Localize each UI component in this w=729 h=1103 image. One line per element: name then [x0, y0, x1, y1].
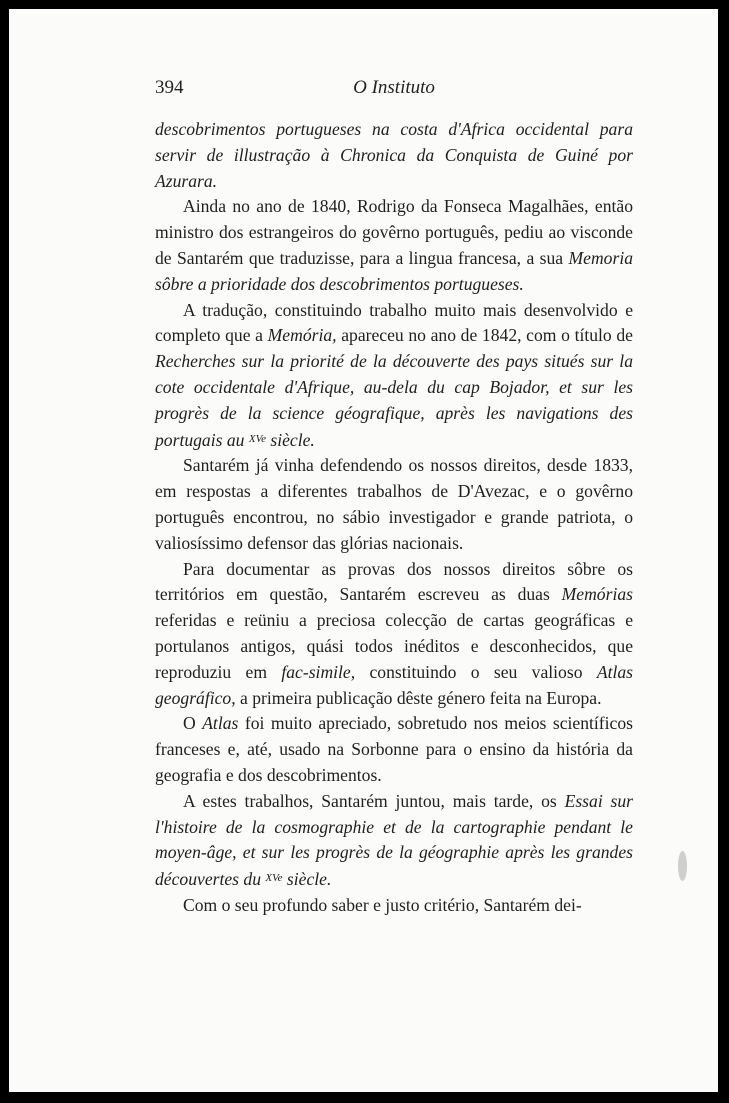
italic-text: Memória,: [267, 325, 337, 346]
page-header: [155, 77, 633, 105]
paragraph: [155, 298, 633, 454]
text-run: O: [183, 713, 203, 734]
italic-text: Atlas: [202, 713, 239, 734]
text-run: constituindo o seu valioso: [355, 661, 597, 682]
text-run: A estes trabalhos, Santarém juntou, mais tarde, os: [183, 790, 565, 811]
text-run: referidas e reüniu a preciosa colecção de cartas geográficas e portulanos antigos, quási todos inéditos e desconhecidos, que reproduziu em: [155, 610, 633, 682]
page-number: 394: [155, 77, 184, 98]
text-run: Ainda no ano de 1840, Rodrigo da Fonseca Magalhães, então ministro dos estrangeiros do govêrno português, pediu ao visconde de Santarém que traduzisse, para a lingua francesa, a sua: [155, 196, 633, 268]
paragraph: [155, 893, 633, 919]
paper-blemish: [678, 851, 687, 881]
italic-text: siècle.: [282, 869, 332, 890]
italic-text: Essai sur l'histoire de la cosmographie et de la cartographie pendant le moyen-âge, et sur les progrès de la géographie après les grandes découvertes du: [155, 790, 634, 890]
paragraph: [155, 789, 633, 893]
italic-text: Recherches sur la priorité de la découverte des pays situés sur la cote occidentale d'Afrique, au-dela du cap Bojador, et sur les progrès de la science géografique, après les navigations des portugais au: [155, 351, 633, 450]
paragraph: [155, 117, 633, 194]
text-run: a primeira publicação dêste género feita na Europa.: [235, 687, 602, 708]
running-title: O Instituto: [353, 77, 435, 98]
paragraph: [155, 194, 633, 297]
text-run: A tradução, constituindo trabalho muito mais desenvolvido e completo que a: [155, 299, 633, 346]
italic-text: fac-simile,: [281, 661, 356, 682]
small-caps-text: XVe: [265, 872, 283, 885]
text-run: Para documentar as provas dos nossos direitos sôbre os territórios em questão, Santarém escreveu as duas: [155, 558, 633, 605]
small-caps-text: XVe: [248, 432, 266, 445]
text-run: foi muito apreciado, sobretudo nos meios scientíficos franceses e, até, usado na Sorbonne para o ensino da história da geografia e dos descobrimentos.: [155, 713, 634, 785]
paragraph: [155, 453, 633, 556]
italic-text: Memórias: [561, 584, 633, 605]
italic-text: Memoria sôbre a prioridade dos descobrimentos portugueses.: [155, 247, 633, 294]
paragraph: [155, 711, 633, 788]
paragraph: [155, 557, 633, 712]
text-run: Santarém já vinha defendendo os nossos direitos, desde 1833, em respostas a diferentes trabalhos de D'Avezac, e o govêrno português encontrou, no sábio investigador e grande patriota, o valiosíssimo defensor das glórias nacionais.: [155, 455, 633, 553]
italic-text: siècle.: [265, 429, 315, 450]
text-run: Com o seu profundo saber e justo critério, Santarém dei-: [183, 894, 582, 915]
text-run: apareceu no ano de 1842, com o título de: [336, 325, 633, 346]
italic-text: Atlas geográfico,: [155, 661, 633, 708]
italic-text: descobrimentos portugueses na costa d'Africa occidental para servir de illustração à Chronica da Conquista de Guiné por Azurara.: [155, 119, 633, 191]
body-text: [155, 117, 633, 919]
book-page: [9, 9, 718, 1092]
